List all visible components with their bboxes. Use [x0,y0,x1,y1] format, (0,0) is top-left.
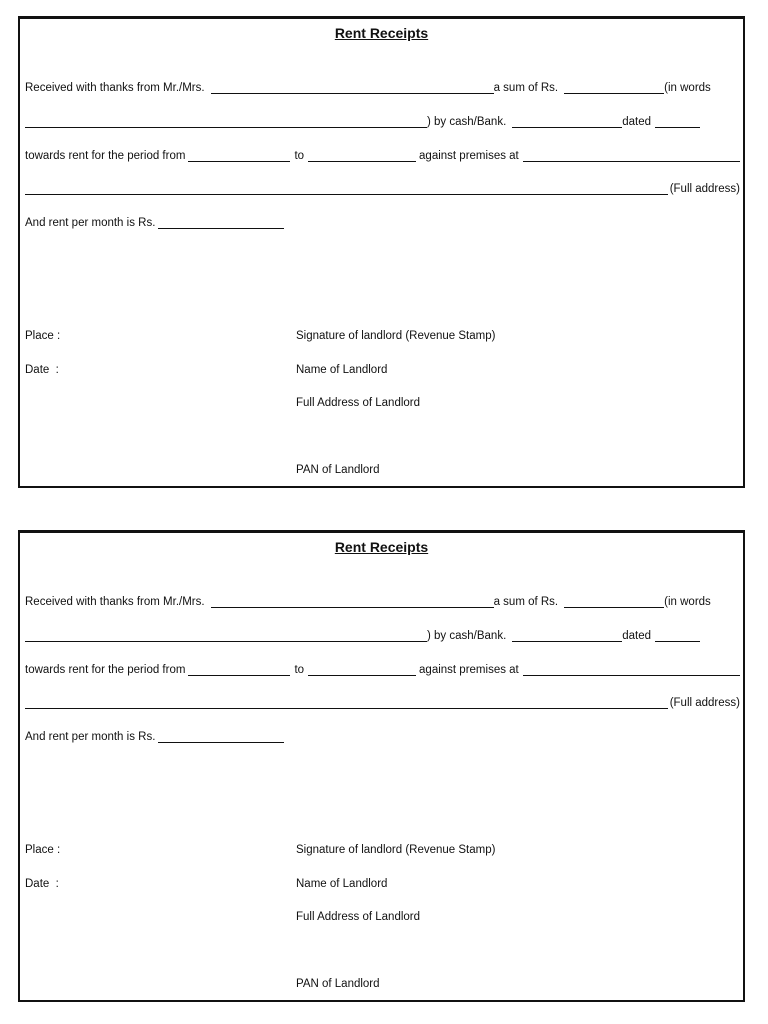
payment-date-blank[interactable] [655,629,700,642]
landlord-name-label: Name of Landlord [296,878,388,890]
landlord-address-label: Full Address of Landlord [296,397,421,409]
date-label: Date : [25,878,59,890]
payer-name-blank[interactable] [211,81,494,94]
payment-date-blank[interactable] [655,115,700,128]
period-from-label: towards rent for the period from [25,150,186,162]
rent-line [25,725,740,743]
landlord-name-label: Name of Landlord [296,364,388,376]
landlord-address-label: Full Address of Landlord [296,911,421,923]
premises-blank[interactable] [523,663,740,676]
period-from-blank[interactable] [188,149,290,162]
premises-label: against premises at [419,150,519,162]
amount-blank[interactable] [564,81,664,94]
monthly-rent-label: And rent per month is Rs. [25,217,156,229]
date-label: Date : [25,364,59,376]
sum-label: a sum of Rs. [493,596,559,608]
period-line [25,658,740,676]
received-from-label: Received with thanks from Mr./Mrs. [25,82,205,94]
sum-label: a sum of Rs. [493,82,559,94]
premises-label: against premises at [419,664,519,676]
rent-receipt-1 [18,16,745,488]
monthly-rent-blank[interactable] [158,216,284,229]
monthly-rent-blank[interactable] [158,730,284,743]
amount-blank[interactable] [564,595,664,608]
payment-mode-label: ) by cash/Bank. [427,116,507,128]
premises-blank[interactable] [523,149,740,162]
received-from-label: Received with thanks from Mr./Mrs. [25,596,205,608]
landlord-pan-label: PAN of Landlord [296,978,380,990]
dated-label: dated [622,630,652,642]
payment-mode-label: ) by cash/Bank. [427,630,507,642]
place-label: Place : [25,844,61,856]
received-line [25,590,740,608]
in-words-label: (in words [664,82,711,94]
dated-label: dated [622,116,652,128]
amount-in-words-blank[interactable] [25,115,427,128]
period-to-label: to [294,150,305,162]
payment-line [25,110,740,128]
payer-name-blank[interactable] [211,595,494,608]
rent-receipt-2 [18,530,745,1002]
payment-mode-blank[interactable] [512,115,622,128]
place-label: Place : [25,330,61,342]
amount-in-words-blank[interactable] [25,629,427,642]
period-to-blank[interactable] [308,149,416,162]
received-line [25,76,740,94]
signature-label: Signature of landlord (Revenue Stamp) [296,844,496,856]
full-address-blank[interactable] [25,696,668,709]
in-words-label: (in words [664,596,711,608]
rent-line [25,211,740,229]
address-line [25,691,740,709]
period-line [25,144,740,162]
full-address-blank[interactable] [25,182,668,195]
payment-mode-blank[interactable] [512,629,622,642]
period-to-label: to [294,664,305,676]
period-from-label: towards rent for the period from [25,664,186,676]
period-to-blank[interactable] [308,663,416,676]
period-from-blank[interactable] [188,663,290,676]
payment-line [25,624,740,642]
signature-label: Signature of landlord (Revenue Stamp) [296,330,496,342]
receipt-title: Rent Receipts [334,25,429,41]
address-line [25,177,740,195]
receipt-title: Rent Receipts [334,539,429,555]
monthly-rent-label: And rent per month is Rs. [25,731,156,743]
landlord-pan-label: PAN of Landlord [296,464,380,476]
full-address-label: (Full address) [669,183,740,195]
full-address-label: (Full address) [669,697,740,709]
